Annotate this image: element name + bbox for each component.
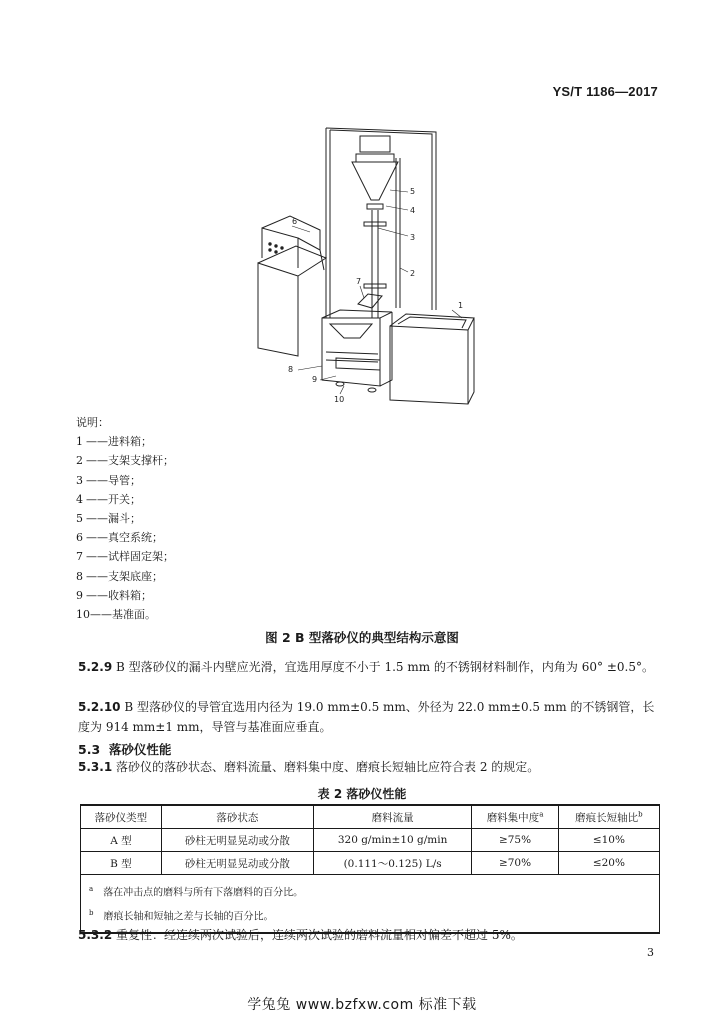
legend-item: 1 ——进料箱； — [76, 435, 152, 449]
section-heading-5-3: 5.3 落砂仪性能 — [78, 742, 172, 757]
legend-item: 2 ——支架支撑杆； — [76, 454, 174, 468]
table-header: 磨料集中度$^a$ — [472, 805, 559, 829]
callout-6: 6 — [292, 217, 298, 226]
table-cell: ≥75% — [472, 829, 559, 852]
standard-code: YS/T 1186—2017 — [552, 84, 658, 99]
table-notes — [81, 875, 660, 933]
legend-item: 6 ——真空系统； — [76, 531, 163, 545]
table-notes-row — [81, 875, 660, 933]
callout-2: 2 — [410, 269, 416, 278]
table-cell: 砂柱无明显晃动或分散 — [161, 829, 313, 852]
legend-title: 说明： — [76, 416, 109, 429]
callout-4: 4 — [410, 206, 416, 215]
table-cell: ≥70% — [472, 852, 559, 875]
table-cell: B 型 — [81, 852, 162, 875]
table-note: $^a$ 落在冲击点的磨料与所有下落磨料的百分比。 — [89, 885, 304, 899]
table-header: 落砂仪类型 — [81, 805, 162, 829]
table-cell: 砂柱无明显晃动或分散 — [161, 852, 313, 875]
table-cell: A 型 — [81, 829, 162, 852]
legend-item: 3 ——导管； — [76, 473, 141, 487]
callout-3: 3 — [410, 233, 416, 242]
callout-10: 10 — [334, 395, 345, 404]
footer-watermark: 学兔兔 www.bzfxw.com 标准下载 — [247, 997, 477, 1013]
table-cell: ≤20% — [558, 852, 659, 875]
legend-item: 9 ——收料箱； — [76, 588, 152, 602]
table-header: 落砂状态 — [161, 805, 313, 829]
callout-8: 8 — [288, 365, 294, 374]
legend-item: 7 ——试样固定架； — [76, 550, 174, 564]
legend-item: 4 ——开关； — [76, 492, 141, 506]
table-header-row — [81, 805, 660, 829]
figure-legend — [76, 413, 174, 624]
table-row — [81, 829, 660, 852]
callout-5: 5 — [410, 187, 416, 196]
clause-5-3-2: 5.3.2 重复性：经连续两次试验后，连续两次试验的磨料流量相对偏差不超过 5%。 — [78, 928, 523, 942]
callout-1: 1 — [458, 301, 464, 310]
table-note: $^b$ 磨痕长轴和短轴之差与长轴的百分比。 — [89, 909, 274, 923]
clause-5-2-10: 5.2.10 B 型落砂仪的导管宜选用内径为 19.0 mm±0.5 mm、外径为 22.0 mm±0.5 mm 的不锈钢管，长度为 914 mm±1 mm，导管与基准面应垂直。 — [78, 700, 655, 734]
clause-5-3-1: 5.3.1 落砂仪的落砂状态、磨料流量、磨料集中度、磨痕长短轴比应符合表 2 的规定。 — [78, 760, 540, 774]
figure-caption: 图 2 B 型落砂仪的典型结构示意图 — [265, 630, 459, 645]
clause-5-2-9: 5.2.9 B 型落砂仪的漏斗内壁应光滑，宜选用厚度不小于 1.5 mm 的不锈钢材料制作，内角为 60° ±0.5°。 — [78, 660, 654, 674]
legend-item: 5 ——漏斗； — [76, 512, 141, 526]
table-row — [81, 852, 660, 875]
table-caption: 表 2 落砂仪性能 — [317, 787, 407, 801]
legend-item: 10——基准面。 — [76, 608, 156, 622]
table-header: 磨痕长短轴比$^b$ — [558, 805, 659, 829]
performance-table — [80, 804, 660, 934]
table-cell: ≤10% — [558, 829, 659, 852]
legend-item: 8 ——支架底座； — [76, 569, 163, 583]
callout-9: 9 — [312, 375, 318, 384]
apparatus-diagram — [240, 118, 480, 414]
table-cell: (0.111～0.125) L/s — [313, 852, 471, 875]
callout-7: 7 — [356, 277, 362, 286]
page-number: 3 — [647, 946, 654, 959]
table-header: 磨料流量 — [313, 805, 471, 829]
table-cell: 320 g/min±10 g/min — [313, 829, 471, 852]
